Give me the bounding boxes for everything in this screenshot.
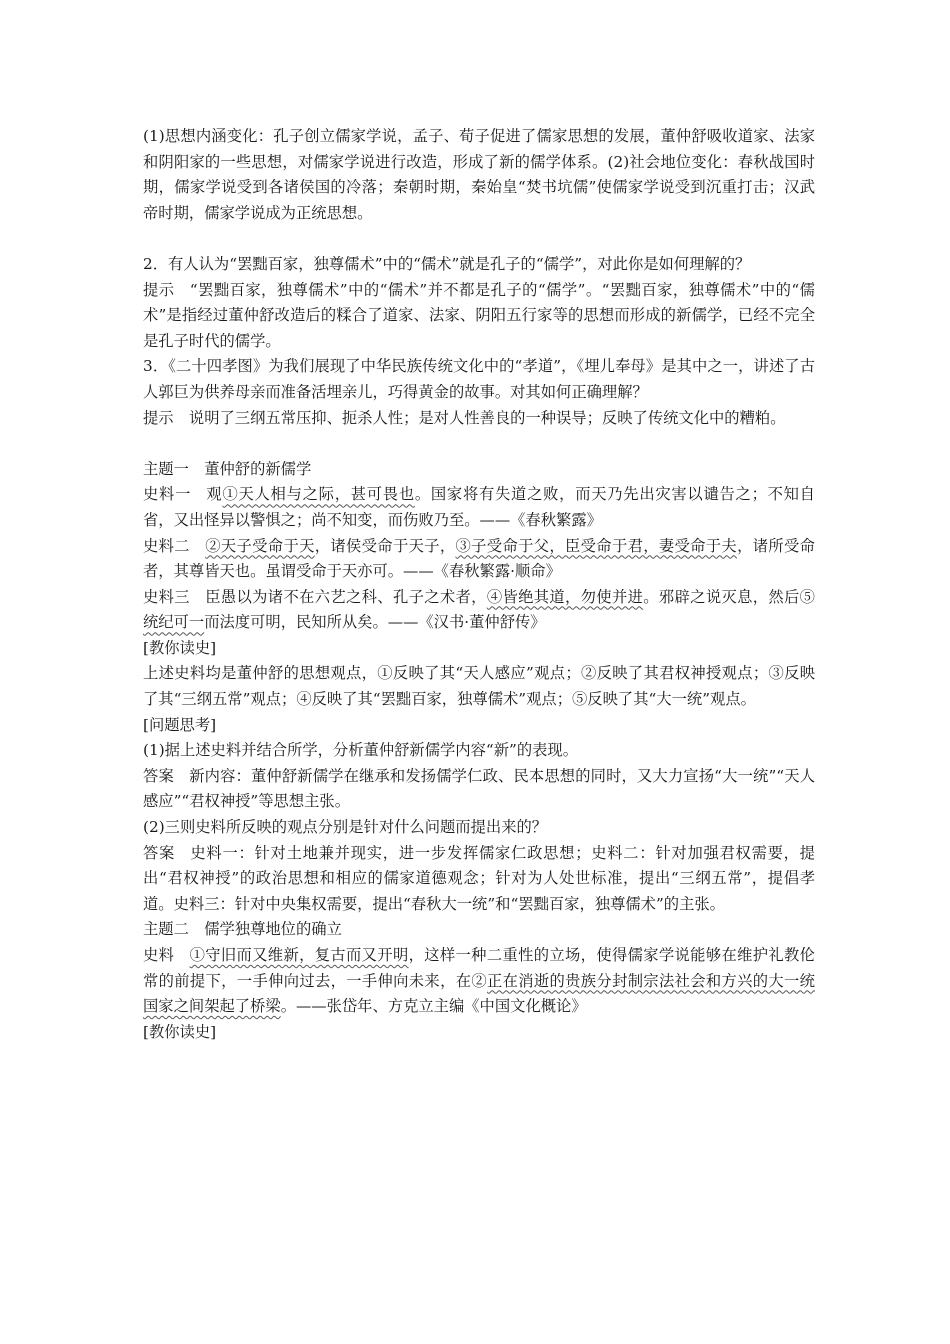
underlined-phrase: ④皆绝其道，勿使并进 <box>486 587 644 606</box>
answer-text: 新内容：董仲舒新儒学在继承和发扬儒学仁政、民本思想的同时，又大力宣扬“大一统”“天人感应”“君权神授”等思想主张。 <box>143 766 815 811</box>
source-2 <box>143 534 815 585</box>
topic-2-title: 主题二 儒学独尊地位的确立 <box>143 920 342 939</box>
read-history-text: 上述史料均是董仲舒的思想观点，①反映了其“天人感应”观点；②反映了其君权神授观点；③反映了其“三纲五常”观点；④反映了其“罢黜百家，独尊儒术”观点；⑤反映了其“大一统”观点。 <box>143 664 815 709</box>
underlined-phrase: ③子受命于父，臣受命于君，妻受命于夫 <box>455 536 738 555</box>
document-page <box>143 124 815 1045</box>
underlined-phrase: 正在消逝的贵族分封制宗法社会和方兴的大一统国家之间架起了桥梁 <box>143 971 815 1016</box>
underlined-phrase: ①天人相与之际，甚可畏也 <box>222 485 415 504</box>
answer-2 <box>143 841 815 918</box>
spacer <box>143 226 815 252</box>
source-label: 史料 <box>143 946 175 964</box>
underlined-phrase: 统纪可一 <box>143 613 205 632</box>
question-thinking-label: [问题思考] <box>143 715 217 734</box>
intro-paragraph: (1)思想内涵变化：孔子创立儒家学说，孟子、荀子促进了儒家思想的发展，董仲舒吸收道家、法家和阴阳家的一些思想，对儒家学说进行改造，形成了新的儒学体系。(2)社会地位变化：春秋战国时期，儒家学说受到各诸侯国的冷落；秦朝时期，秦始皇“焚书坑儒”使儒家学说受到沉重打击；汉武帝时期，儒家学说成为正统思想。 <box>143 127 815 222</box>
hint-3 <box>143 406 815 432</box>
answer-1 <box>143 764 815 815</box>
hint-2 <box>143 278 815 355</box>
underlined-phrase: ②天子受命于天 <box>205 536 315 555</box>
answer-label: 答案 <box>143 766 174 785</box>
read-history-label-2: [教你读史] <box>143 1022 217 1041</box>
source-label: 史料一 <box>143 485 192 504</box>
hint-text: “罢黜百家，独尊儒术”中的“儒术”并不都是孔子的“儒学”。“罢黜百家，独尊儒术”中的“儒术”是指经过董仲舒改造后的糅合了道家、法家、阴阳五行家等的思想而形成的新儒学，已经不完全是孔子时代的儒学。 <box>143 280 815 350</box>
sub-question-1: (1)据上述史料并结合所学，分析董仲舒新儒学内容“新”的表现。 <box>143 741 579 760</box>
sub-question-2: (2)三则史料所反映的观点分别是针对什么问题而提出来的？ <box>143 818 548 837</box>
source-text: 而法度可明，民知所从矣。——《汉书·董仲舒传》 <box>204 613 546 632</box>
source-text: ，诸所受命者，其尊皆天也。虽谓受命于天亦可。——《春秋繁露·顺命》 <box>143 536 815 581</box>
topic-1-title: 主题一 董仲舒的新儒学 <box>143 459 312 478</box>
hint-label: 提示 <box>143 280 175 299</box>
source-text: 。——张岱年、方克立主编《中国文化概论》 <box>280 997 587 1016</box>
question-2: 2．有人认为“罢黜百家，独尊儒术”中的“儒术”就是孔子的“儒学”，对此你是如何理解的？ <box>143 254 751 273</box>
source-label: 史料三 <box>143 587 190 606</box>
source-text: ，诸侯受命于天子， <box>314 536 456 555</box>
source-label: 史料二 <box>143 536 190 555</box>
question-3: 3．《二十四孝图》为我们展现了中华民族传统文化中的“孝道”，《埋儿奉母》是其中之一，讲述了古人郭巨为供养母亲而准备活埋亲儿，巧得黄金的故事。对其如何正确理解？ <box>143 357 815 401</box>
answer-label: 答案 <box>143 843 176 862</box>
underlined-phrase: ①守旧而又维新，复古而又开明 <box>189 946 409 964</box>
read-history-label: [教你读史] <box>143 638 217 657</box>
hint-text: 说明了三纲五常压抑、扼杀人性；是对人性善良的一种误导；反映了传统文化中的糟粕。 <box>188 408 786 427</box>
source-1 <box>143 482 815 533</box>
hint-label: 提示 <box>143 408 174 427</box>
topic-2-source <box>143 943 815 1020</box>
answer-text: 史料一：针对土地兼并现实，进一步发挥儒家仁政思想；史料二：针对加强君权需要，提出“君权神授”的政治思想和相应的儒家道德观念；针对为人处世标准，提出“三纲五常”，提倡孝道。史料三：针对中央集权需要，提出“春秋大一统”和“罢黜百家，独尊儒术”的主张。 <box>143 843 815 913</box>
source-3 <box>143 585 815 636</box>
source-text: 。邪辟之说灭息，然后⑤ <box>643 587 815 606</box>
source-text: 观 <box>206 485 223 504</box>
source-text: 。国家将有失道之败，而天乃先出灾害以谴告之；不知自省，又出怪异以警惧之；尚不知变，而伤败乃至。——《春秋繁露》 <box>143 485 815 529</box>
spacer <box>143 431 815 457</box>
source-text: ，这样一种二重性的立场，使得儒家学说能够在维护礼教伦常的前提下，一手伸向过去，一手伸向未来，在② <box>143 946 815 990</box>
source-text: 臣愚以为诸不在六艺之科、孔子之术者， <box>205 587 487 606</box>
